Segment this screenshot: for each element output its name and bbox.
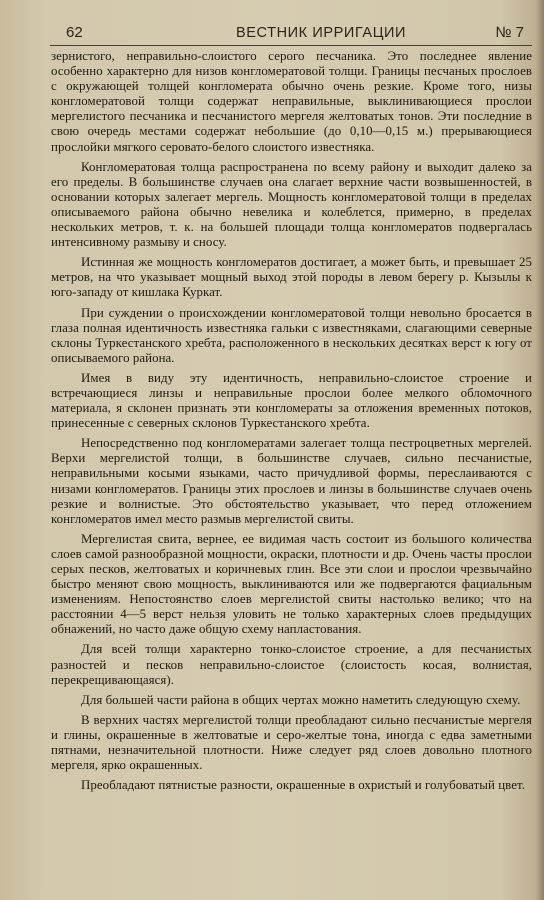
page-header: [50, 22, 530, 44]
journal-title: ВЕСТНИК ИРРИГАЦИИ: [236, 25, 407, 41]
paragraph: Преобладают пятнистые разности, окрашенные в охристый и голубоватый цвет.: [81, 778, 525, 793]
paragraph: Конгломератовая толща распространена по всему району и выходит далеко за его пределы. В большинстве случаев она слагает верхние части возвышенностей, в основании которых залегает мергель. Мощность конгломератовой толщи в пределах описываемого района обычно невелика и колеблется, примерно, в пределах нескольких метров, т. к. на большей площади толща конгломератов подвергалась интенсивному размыву и сносу.: [51, 159, 532, 250]
article-body: [51, 49, 532, 798]
paragraph: зернистого, неправильно-слоистого серого песчаника. Это последнее явление особенно характерно для низов конгломератовой толщи. Границы песчаных прослоев с окружающей толщей конгломерата обычно очень резкие. Кроме того, низы конгломератовой толщи содержат неправильные, выклинивающиеся прослои мергелистого песчаника и песчанистого мергеля желтоватых тонов. Эти последние в свою очередь местами содержат небольшие (до 0,10—0,15 м.) прерывающиеся прослойки мягкого серовато-белого слоистого известняка.: [51, 49, 532, 154]
paragraph: Непосредственно под конгломератами залегает толща пестроцветных мергелей. Верхи мергелистой толщи, в большинстве случаев, сильно песчанистые, неправильными косыми языками, часто причудливой формы, переслаиваются с низами конгломератов. Границы этих прослоев и линзы в большинстве случаев очень резкие и волнистые. Это обстоятельство указывает, что перед отложением конгломератов имел место размыв мергелистой свиты.: [51, 436, 532, 526]
paragraph: Для большей части района в общих чертах можно наметить следующую схему.: [81, 692, 521, 707]
paragraph: Мергелистая свита, вернее, ее видимая часть состоит из большого количества слоев самой разнообразной мощности, окраски, плотности и др. Очень часты прослои серых песков, желтоватых и коричневых глин. Все эти слои и прослои чрезвычайно быстро меняют свою мощность, выклиниваются или же подвергаются фациальным изменениям. Непостоянство слоев мергелистой свиты настолько велико; что на расстоянии 4—5 верст нельзя уловить не только характерных слоев предыдущих обнажений, но часто даже общую схему напластования.: [51, 531, 532, 637]
paragraph: Имея в виду эту идентичность, неправильно-слоистое строение и встречающиеся линзы и неправильные прослои более мелкого обломочного материала, я склонен признать эти конгломераты за отложения временных потоков, принесенные с северных склонов Туркестанского хребта.: [51, 370, 532, 431]
paragraph: При суждении о происхождении конгломератовой толщи невольно бросается в глаза полная идентичность известняка гальки с известняками, слагающими северные склоны Туркестанского хребта, расположенного в нескольких десятках верст к югу от описываемого района.: [51, 305, 532, 365]
paragraph: Истинная же мощность конгломератов достигает, а может быть, и превышает 25 метров, на что указывает мощный выход этой породы в левом берегу р. Кызылы к юго-западу от кишлака Куркат.: [51, 255, 532, 300]
issue-number: № 7: [495, 24, 524, 41]
page-number: 62: [66, 24, 83, 41]
paragraph: Для всей толщи характерно тонко-слоистое строение, а для песчанистых разностей и песков неправильно-слоистое (слоистость косая, волнистая, перекрещивающаяся).: [51, 642, 532, 687]
paragraph: В верхних частях мергелистой толщи преобладают сильно песчанистые мергеля и глины, окрашенные в желтоватые и серо-желтые тона, иногда с едва заметными пятнами, незначительной плотности. Ниже следует ряд слоев довольно плотного мергеля, ярко окрашенных.: [51, 712, 532, 773]
header-divider: [50, 45, 532, 46]
